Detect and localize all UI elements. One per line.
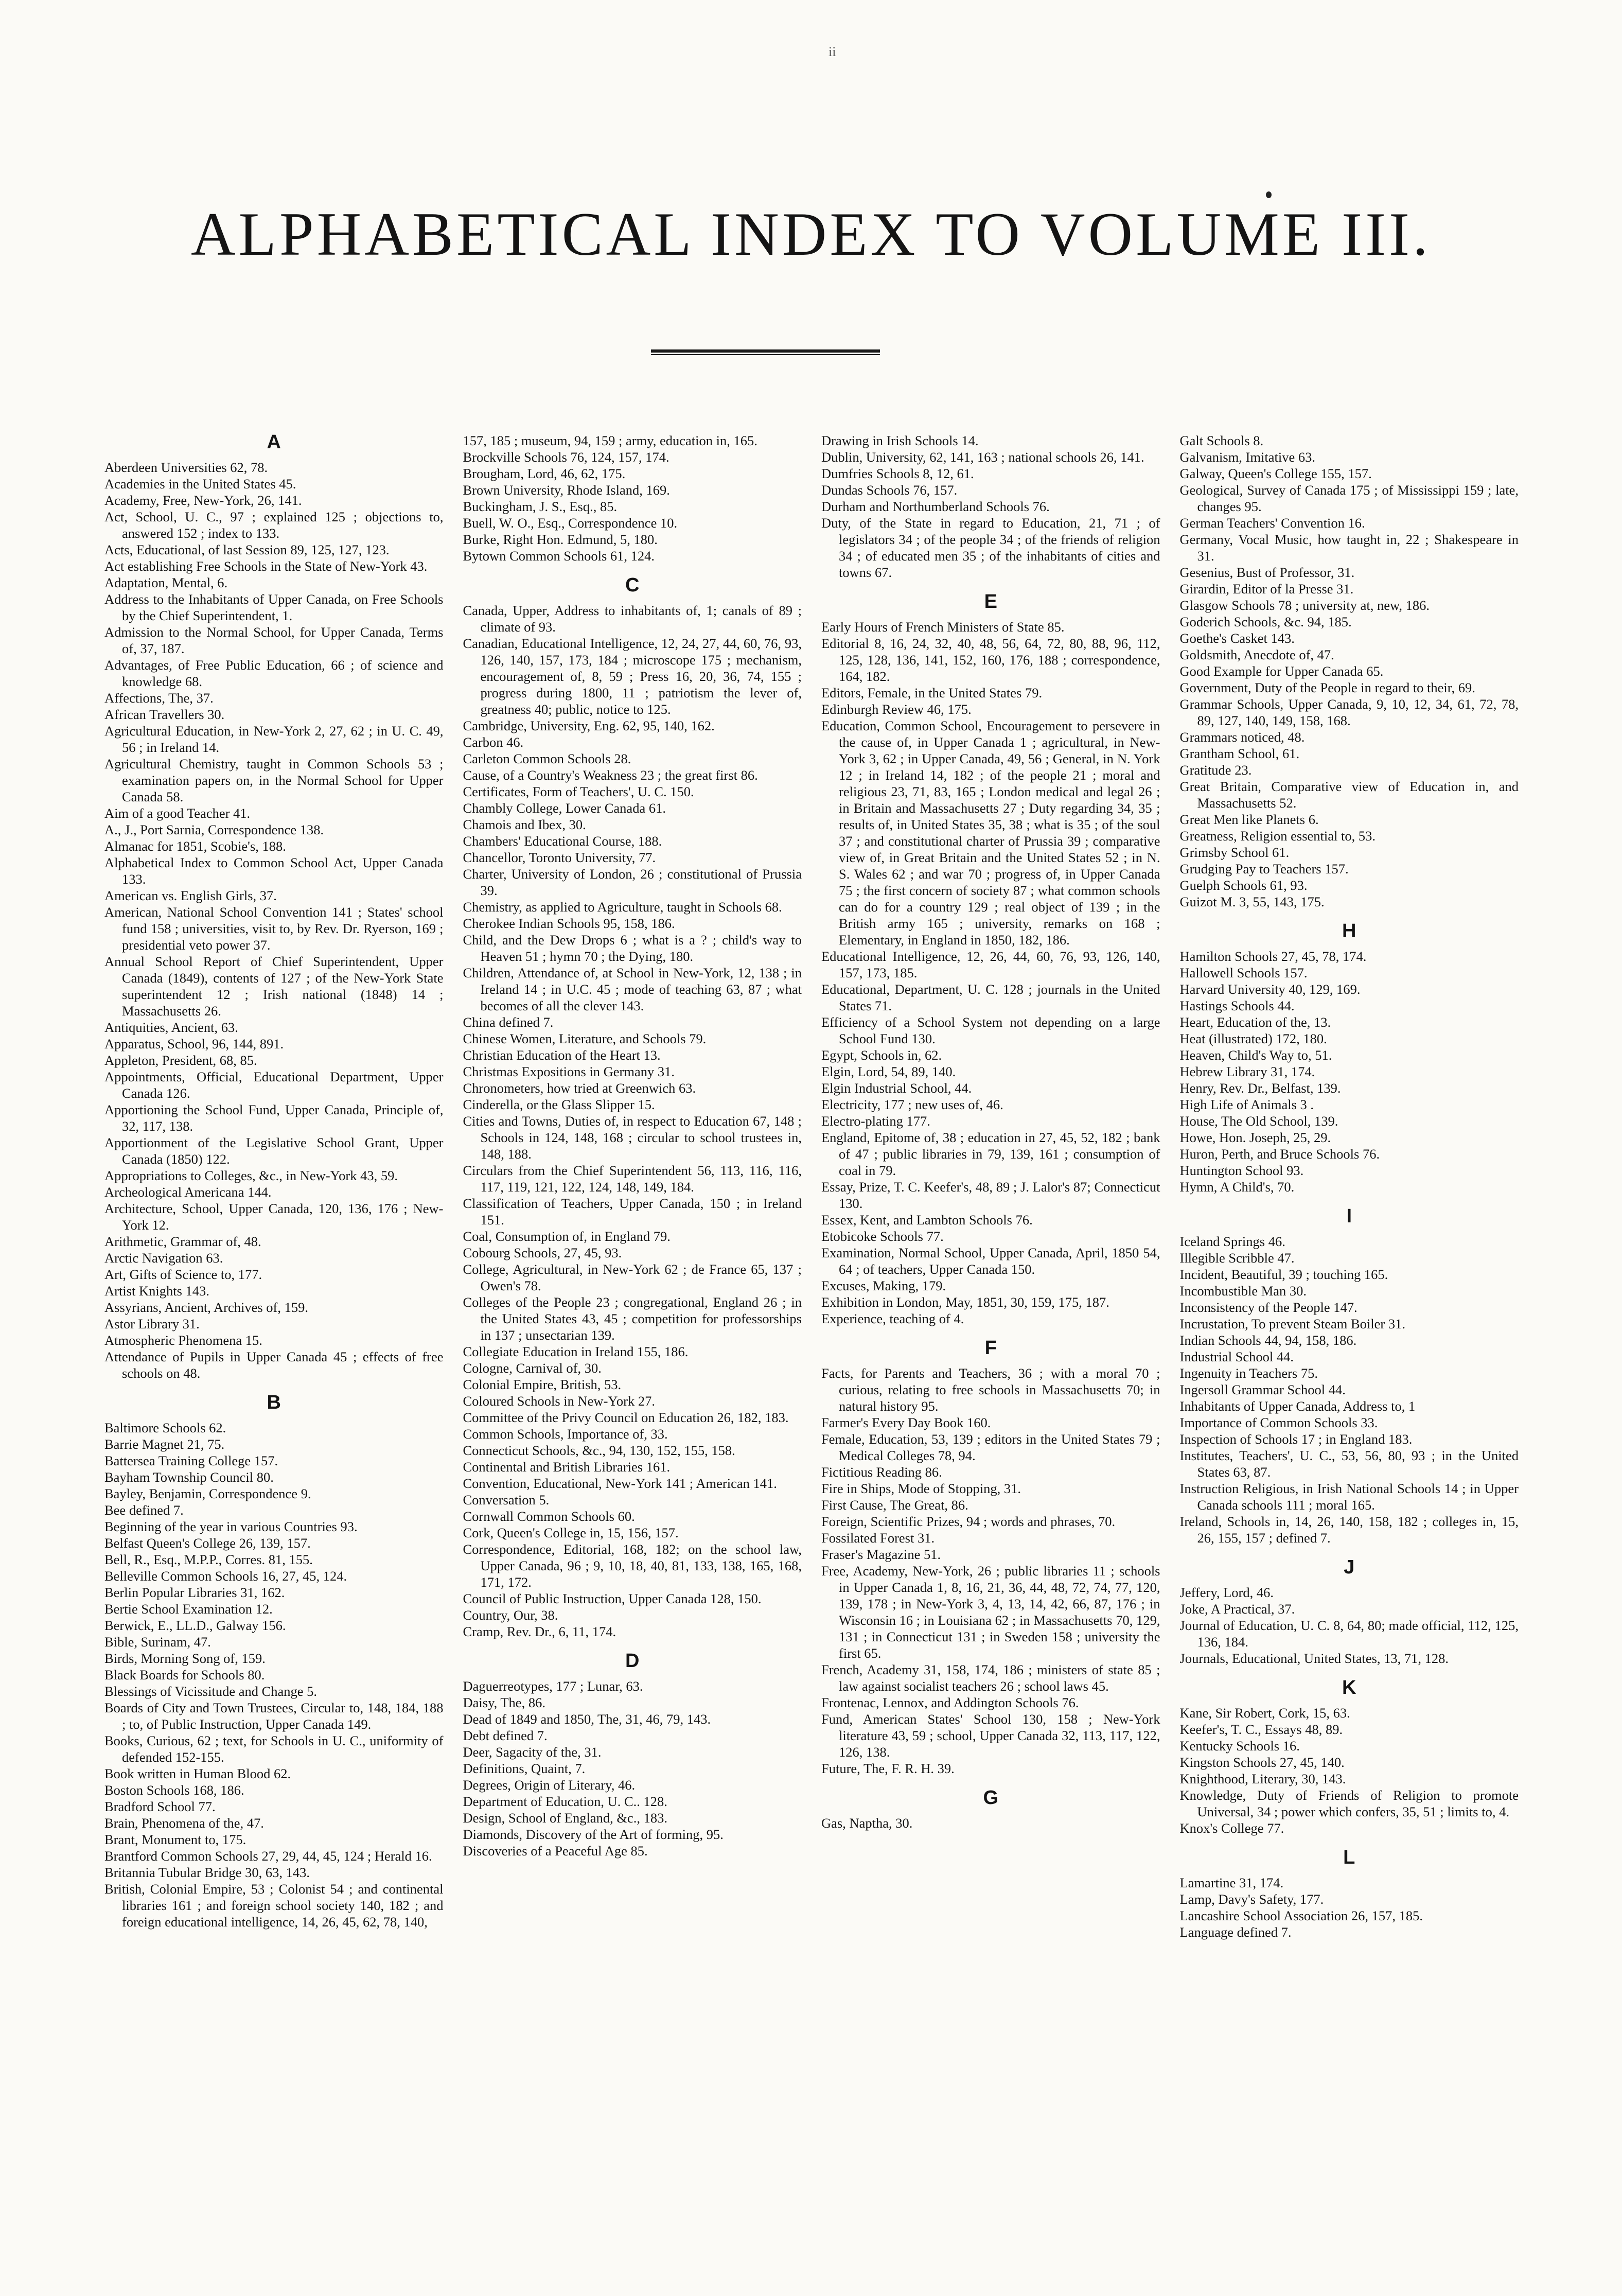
index-entry: Act establishing Free Schools in the State of New-York 43. — [104, 558, 428, 574]
index-entry: Chambly College, Lower Canada 61. — [463, 800, 666, 816]
index-entry: Barrie Magnet 21, 75. — [104, 1436, 225, 1452]
index-entry: Children, Attendance of, at School in New-York, 12, 138 ; in Ireland 14 ; in U.C. 45 ; mode of teaching 63, 87 ; what becomes of all the clever 143. — [463, 965, 802, 1013]
index-entry: Christian Education of the Heart 13. — [463, 1047, 661, 1063]
index-entry: Discoveries of a Peaceful Age 85. — [463, 1843, 648, 1859]
index-entry: Experience, teaching of 4. — [821, 1311, 964, 1326]
index-entry: Chemistry, as applied to Agriculture, taught in Schools 68. — [463, 899, 782, 915]
index-entry: Girardin, Editor of la Presse 31. — [1179, 581, 1354, 597]
index-entry: Assyrians, Ancient, Archives of, 159. — [104, 1300, 308, 1315]
index-entry: Early Hours of French Ministers of State 85. — [821, 619, 1065, 635]
index-entry: Brant, Monument to, 175. — [104, 1832, 246, 1847]
section-letter: D — [625, 1650, 640, 1672]
index-entry: Adaptation, Mental, 6. — [104, 575, 228, 590]
index-entry: Facts, for Parents and Teachers, 36 ; with a moral 70 ; curious, relating to free schools in Massachusetts 70; in natural history 95. — [821, 1365, 1160, 1414]
index-entry: Brown University, Rhode Island, 169. — [463, 482, 670, 498]
index-entry: Durham and Northumberland Schools 76. — [821, 499, 1050, 514]
index-entry: Great Men like Planets 6. — [1179, 812, 1319, 827]
index-entry: Buckingham, J. S., Esq., 85. — [463, 499, 618, 514]
index-entry: Incident, Beautiful, 39 ; touching 165. — [1179, 1267, 1388, 1282]
index-entry: Agricultural Chemistry, taught in Common Schools 53 ; examination papers on, in the Normal School for Upper Canada 58. — [104, 756, 444, 804]
index-entry: Educational Intelligence, 12, 26, 44, 60, 76, 93, 126, 140, 157, 173, 185. — [821, 949, 1160, 980]
ink-dot — [1266, 191, 1272, 198]
index-entry: Frontenac, Lennox, and Addington Schools 76. — [821, 1695, 1079, 1710]
index-entry: Fraser's Magazine 51. — [821, 1547, 941, 1562]
index-entry: Bee defined 7. — [104, 1502, 184, 1518]
index-entry: Germany, Vocal Music, how taught in, 22 ; Shakespeare in 31. — [1179, 532, 1519, 564]
index-entry: Berwick, E., LL.D., Galway 156. — [104, 1618, 286, 1633]
index-entry: Christmas Expositions in Germany 31. — [463, 1064, 675, 1079]
index-entry: Charter, University of London, 26 ; constitutional of Prussia 39. — [463, 866, 802, 898]
index-entry: Instruction Religious, in Irish National Schools 14 ; in Upper Canada schools 111 ; moral 165. — [1179, 1481, 1519, 1513]
section-letter: K — [1342, 1677, 1356, 1698]
index-entry: German Teachers' Convention 16. — [1179, 515, 1365, 531]
index-entry: Daisy, The, 86. — [463, 1695, 545, 1710]
index-entry: Deer, Sagacity of the, 31. — [463, 1744, 602, 1760]
index-entry: Goethe's Casket 143. — [1179, 630, 1295, 646]
index-entry: Great Britain, Comparative view of Education in, and Massachusetts 52. — [1179, 779, 1519, 811]
index-entry: Goderich Schools, &c. 94, 185. — [1179, 614, 1352, 629]
index-column-4 — [1177, 432, 1522, 2234]
index-entry: Essex, Kent, and Lambton Schools 76. — [821, 1212, 1033, 1228]
index-entry: Illegible Scribble 47. — [1179, 1250, 1295, 1266]
folio-mark: ii — [828, 44, 836, 59]
index-entry: Arithmetic, Grammar of, 48. — [104, 1234, 261, 1249]
index-entry: House, The Old School, 139. — [1179, 1113, 1338, 1129]
index-entry: Art, Gifts of Science to, 177. — [104, 1267, 262, 1282]
index-entry: Jeffery, Lord, 46. — [1179, 1585, 1274, 1600]
index-entry: Boards of City and Town Trustees, Circular to, 148, 184, 188 ; to, of Public Instruction, Upper Canada 149. — [104, 1700, 444, 1732]
index-entry: African Travellers 30. — [104, 707, 225, 722]
index-column-2 — [460, 432, 805, 2234]
index-entry: Colonial Empire, British, 53. — [463, 1377, 622, 1392]
index-entry: Birds, Morning Song of, 159. — [104, 1651, 266, 1666]
index-entry: Elgin Industrial School, 44. — [821, 1080, 972, 1096]
index-entry: Good Example for Upper Canada 65. — [1179, 663, 1384, 679]
index-entry: Bible, Surinam, 47. — [104, 1634, 211, 1650]
index-entry: Institutes, Teachers', U. C., 53, 56, 80, 93 ; in the United States 63, 87. — [1179, 1448, 1519, 1480]
index-entry: Heat (illustrated) 172, 180. — [1179, 1031, 1327, 1046]
index-entry: Dundas Schools 76, 157. — [821, 482, 958, 498]
index-entry: Canadian, Educational Intelligence, 12, 24, 27, 44, 60, 76, 93, 126, 140, 157, 173, 184 ; microscope 175 ; mechanism, encouragement of, 8, 59 ; Press 16, 20, 36, 74, 155 ; progress during 1800, 11 ; patriotism the lever of, greatness 40; public, notice to 125. — [463, 636, 802, 717]
index-entry: Indian Schools 44, 94, 158, 186. — [1179, 1333, 1357, 1348]
index-entry: Colleges of the People 23 ; congregational, England 26 ; in the United States 43, 45 ; competition for professorships in 137 ; unsectarian 139. — [463, 1294, 802, 1343]
index-entry: Greatness, Religion essential to, 53. — [1179, 828, 1376, 844]
index-entry: Electro-plating 177. — [821, 1113, 930, 1129]
index-entry: Kane, Sir Robert, Cork, 15, 63. — [1179, 1705, 1350, 1721]
index-entry: Arctic Navigation 63. — [104, 1250, 223, 1266]
index-entry: Goldsmith, Anecdote of, 47. — [1179, 647, 1334, 662]
index-entry: Incrustation, To prevent Steam Boiler 31. — [1179, 1316, 1405, 1331]
index-entry: Bell, R., Esq., M.P.P., Corres. 81, 155. — [104, 1552, 313, 1567]
index-entry: Belleville Common Schools 16, 27, 45, 124. — [104, 1568, 347, 1584]
index-entry: Kentucky Schools 16. — [1179, 1738, 1300, 1754]
index-entry: Farmer's Every Day Book 160. — [821, 1415, 991, 1430]
index-entry: Apportioning the School Fund, Upper Canada, Principle of, 32, 117, 138. — [104, 1102, 444, 1134]
index-entry: Circulars from the Chief Superintendent 56, 113, 116, 116, 117, 119, 121, 122, 124, 148, 149, 184. — [463, 1163, 802, 1195]
index-entry: Brockville Schools 76, 124, 157, 174. — [463, 449, 669, 465]
index-column-3 — [818, 432, 1163, 2234]
index-entry: Brain, Phenomena of the, 47. — [104, 1815, 264, 1831]
index-entry: Hebrew Library 31, 174. — [1179, 1064, 1315, 1079]
index-entry: Cinderella, or the Glass Slipper 15. — [463, 1097, 655, 1112]
index-entry: Knox's College 77. — [1179, 1820, 1284, 1836]
index-entry: Cambridge, University, Eng. 62, 95, 140, 162. — [463, 718, 715, 733]
index-entry: Buell, W. O., Esq., Correspondence 10. — [463, 515, 678, 531]
index-entry: Debt defined 7. — [463, 1728, 548, 1743]
index-entry: Kingston Schools 27, 45, 140. — [1179, 1755, 1345, 1770]
index-entry: Committee of the Privy Council on Education 26, 182, 183. — [463, 1410, 789, 1425]
index-entry: Bayham Township Council 80. — [104, 1469, 274, 1485]
index-entry: Appropriations to Colleges, &c., in New-York 43, 59. — [104, 1168, 398, 1183]
index-entry: Artist Knights 143. — [104, 1283, 209, 1299]
index-entry: Definitions, Quaint, 7. — [463, 1761, 586, 1776]
index-entry: Guelph Schools 61, 93. — [1179, 878, 1308, 893]
index-entry: Glasgow Schools 78 ; university at, new, 186. — [1179, 598, 1430, 613]
index-entry: Gratitude 23. — [1179, 762, 1252, 778]
index-entry: Collegiate Education in Ireland 155, 186. — [463, 1344, 689, 1359]
index-entry: Country, Our, 38. — [463, 1607, 558, 1623]
index-entry: Aberdeen Universities 62, 78. — [104, 460, 268, 475]
index-entry: Cobourg Schools, 27, 45, 93. — [463, 1245, 622, 1260]
index-entry: Astor Library 31. — [104, 1316, 200, 1331]
section-letter: I — [1346, 1205, 1352, 1227]
index-entry: China defined 7. — [463, 1014, 554, 1030]
index-entry: Knowledge, Duty of Friends of Religion to promote Universal, 34 ; power which confers, 35, 51 ; limits to, 4. — [1179, 1787, 1519, 1819]
index-entry: Continental and British Libraries 161. — [463, 1459, 671, 1475]
index-entry: Coal, Consumption of, in England 79. — [463, 1229, 671, 1244]
index-entry: Future, The, F. R. H. 39. — [821, 1761, 955, 1776]
index-entry: Attendance of Pupils in Upper Canada 45 ; effects of free schools on 48. — [104, 1349, 444, 1381]
index-entry: Exhibition in London, May, 1851, 30, 159, 175, 187. — [821, 1294, 1109, 1310]
index-entry: Educational, Department, U. C. 128 ; journals in the United States 71. — [821, 982, 1160, 1013]
index-entry: Burke, Right Hon. Edmund, 5, 180. — [463, 532, 658, 547]
section-letter: E — [984, 591, 997, 612]
index-entry: Cologne, Carnival of, 30. — [463, 1360, 602, 1376]
index-entry: Alphabetical Index to Common School Act, Upper Canada 133. — [104, 855, 444, 887]
index-entry: Acts, Educational, of last Session 89, 125, 127, 123. — [104, 542, 390, 557]
index-entry: Bertie School Examination 12. — [104, 1601, 273, 1617]
index-entry: Admission to the Normal School, for Upper Canada, Terms of, 37, 187. — [104, 624, 444, 656]
index-entry: Convention, Educational, New-York 141 ; American 141. — [463, 1476, 777, 1491]
index-entry: Advantages, of Free Public Education, 66 ; of science and knowledge 68. — [104, 657, 444, 689]
page-title: ALPHABETICAL INDEX TO VOLUME III. — [190, 200, 1432, 268]
index-entry: Journals, Educational, United States, 13, 71, 128. — [1179, 1651, 1449, 1666]
index-entry: Free, Academy, New-York, 26 ; public libraries 11 ; schools in Upper Canada 1, 8, 16, 21, 36, 44, 48, 72, 74, 77, 120, 139, 178 ; in New-York 3, 4, 13, 14, 42, 66, 87, 176 ; in Wisconsin 16 ; in Louisiana 62 ; in Massachusetts 70, 129, 131 ; in Connecticut 131 ; in Sweden 158 ; university the first 65. — [821, 1563, 1160, 1661]
index-entry: Ingersoll Grammar School 44. — [1179, 1382, 1346, 1397]
index-entry: Atmospheric Phenomena 15. — [104, 1333, 262, 1348]
index-column-1 — [101, 432, 447, 2234]
index-entry: British, Colonial Empire, 53 ; Colonist 54 ; and continental libraries 161 ; and foreign school society 140, 182 ; and foreign educational intelligence, 14, 26, 45, 62, 78, 140, — [104, 1881, 444, 1930]
index-entry: Grantham School, 61. — [1179, 746, 1300, 761]
index-entry: Examination, Normal School, Upper Canada, April, 1850 54, 64 ; of teachers, Upper Canada 150. — [821, 1245, 1160, 1277]
index-entry: Books, Curious, 62 ; text, for Schools in U. C., uniformity of defended 152-155. — [104, 1733, 444, 1765]
index-entry: Department of Education, U. C.. 128. — [463, 1794, 667, 1809]
index-entry: Cause, of a Country's Weakness 23 ; the great first 86. — [463, 767, 758, 783]
index-entry: Inconsistency of the People 147. — [1179, 1300, 1357, 1315]
index-entry: Guizot M. 3, 55, 143, 175. — [1179, 894, 1325, 909]
index-entry: Battersea Training College 157. — [104, 1453, 278, 1468]
index-entry: Howe, Hon. Joseph, 25, 29. — [1179, 1130, 1331, 1145]
index-entry: Galvanism, Imitative 63. — [1179, 449, 1315, 465]
index-entry: Heaven, Child's Way to, 51. — [1179, 1047, 1332, 1063]
index-entry: Britannia Tubular Bridge 30, 63, 143. — [104, 1865, 310, 1880]
index-entry: Electricity, 177 ; new uses of, 46. — [821, 1097, 1003, 1112]
index-entry: 157, 185 ; museum, 94, 159 ; army, education in, 165. — [463, 433, 757, 448]
index-entry: Brantford Common Schools 27, 29, 44, 45, 124 ; Herald 16. — [104, 1848, 432, 1864]
section-letter: J — [1344, 1556, 1355, 1578]
index-entry: Industrial School 44. — [1179, 1349, 1294, 1364]
index-entry: Hallowell Schools 157. — [1179, 965, 1308, 980]
index-entry: Architecture, School, Upper Canada, 120, 136, 176 ; New-York 12. — [104, 1201, 444, 1233]
index-entry: Lamartine 31, 174. — [1179, 1875, 1284, 1890]
index-entry: Child, and the Dew Drops 6 ; what is a ? ; child's way to Heaven 51 ; hymn 70 ; the Dying, 180. — [463, 932, 802, 964]
index-entry: Belfast Queen's College 26, 139, 157. — [104, 1535, 311, 1551]
index-entry: Cornwall Common Schools 60. — [463, 1509, 635, 1524]
index-entry: Knighthood, Literary, 30, 143. — [1179, 1771, 1346, 1786]
index-entry: Conversation 5. — [463, 1492, 550, 1508]
index-entry: Appleton, President, 68, 85. — [104, 1053, 257, 1068]
index-entry: Ireland, Schools in, 14, 26, 140, 158, 182 ; colleges in, 15, 26, 155, 157 ; defined 7. — [1179, 1514, 1519, 1546]
index-entry: Grammars noticed, 48. — [1179, 729, 1305, 745]
index-entry: Common Schools, Importance of, 33. — [463, 1426, 668, 1442]
index-entry: Fictitious Reading 86. — [821, 1464, 942, 1480]
index-entry: Grudging Pay to Teachers 157. — [1179, 861, 1349, 877]
index-entry: Lamp, Davy's Safety, 177. — [1179, 1891, 1324, 1907]
index-entry: Etobicoke Schools 77. — [821, 1229, 944, 1244]
index-entry: Excuses, Making, 179. — [821, 1278, 946, 1293]
index-entry: Degrees, Origin of Literary, 46. — [463, 1777, 636, 1793]
index-entry: Incombustible Man 30. — [1179, 1283, 1307, 1299]
index-entry: Cork, Queen's College in, 15, 156, 157. — [463, 1525, 679, 1540]
index-entry: Certificates, Form of Teachers', U. C. 150. — [463, 784, 694, 799]
index-entry: Joke, A Practical, 37. — [1179, 1601, 1295, 1617]
index-entry: Huntington School 93. — [1179, 1163, 1304, 1178]
index-entry: Design, School of England, &c., 183. — [463, 1810, 667, 1826]
index-entry: Essay, Prize, T. C. Keefer's, 48, 89 ; J. Lalor's 87; Connecticut 130. — [821, 1179, 1160, 1211]
index-entry: Cherokee Indian Schools 95, 158, 186. — [463, 916, 675, 931]
index-entry: Female, Education, 53, 139 ; editors in the United States 79 ; Medical Colleges 78, 94. — [821, 1431, 1160, 1463]
section-letter: H — [1342, 920, 1356, 942]
index-entry: Academies in the United States 45. — [104, 476, 296, 492]
index-entry: Journal of Education, U. C. 8, 64, 80; made official, 112, 125, 136, 184. — [1179, 1618, 1519, 1650]
index-entry: Chambers' Educational Course, 188. — [463, 833, 662, 849]
index-entry: Efficiency of a School System not depending on a large School Fund 130. — [821, 1014, 1160, 1046]
index-entry: Chamois and Ibex, 30. — [463, 817, 586, 832]
index-entry: Elgin, Lord, 54, 89, 140. — [821, 1064, 956, 1079]
index-entry: Inspection of Schools 17 ; in England 183. — [1179, 1431, 1413, 1447]
index-entry: Lancashire School Association 26, 157, 185. — [1179, 1908, 1423, 1923]
index-entry: Inhabitants of Upper Canada, Address to, 1 — [1179, 1398, 1416, 1414]
index-entry: Ingenuity in Teachers 75. — [1179, 1365, 1318, 1381]
section-letter: L — [1343, 1847, 1355, 1868]
index-entry: Galway, Queen's College 155, 157. — [1179, 466, 1372, 481]
index-entry: Diamonds, Discovery of the Art of forming, 95. — [463, 1827, 724, 1842]
index-entry: Academy, Free, New-York, 26, 141. — [104, 493, 302, 508]
index-entry: Bytown Common Schools 61, 124. — [463, 548, 655, 564]
index-entry: Carleton Common Schools 28. — [463, 751, 631, 766]
index-entry: Editors, Female, in the United States 79. — [821, 685, 1043, 700]
index-entry: Brougham, Lord, 46, 62, 175. — [463, 466, 626, 481]
index-entry: Hymn, A Child's, 70. — [1179, 1179, 1295, 1195]
index-entry: Carbon 46. — [463, 734, 524, 750]
index-entry: Duty, of the State in regard to Education, 21, 71 ; of legislators 34 ; of the people 34 ; of the friends of religion 34 ; of educated men 35 ; of the inhabitants of cities and towns 67. — [821, 515, 1160, 580]
index-entry: Education, Common School, Encouragement to persevere in the cause of, in Upper Canada 1 ; agricultural, in New-York 3, 62 ; in Upper Canada, 49, 56 ; General, in N. York 12 ; in Ireland 14, 182 ; of the people 21 ; moral and religious 23, 71, 83, 165 ; London medical and legal 26 ; in Britain and Massachusetts 27 ; Duty regarding 34, 35 ; results of, in United States 35, 38 ; what is 35 ; of the soul 37 ; and constitutional charter of Prussia 39 ; comparative view of, in Great Britain and the United States 52 ; in N. S. Wales 62 ; and war 70 ; progress of, in Upper Canada 75 ; the first concern of society 87 ; what common schools can do for a country 129 ; real object of 139 ; in the British army 165 ; university, remarks on 168 ; Elementary, in England in 1850, 182, 186. — [821, 718, 1160, 948]
index-entry: Classification of Teachers, Upper Canada, 150 ; in Ireland 151. — [463, 1196, 802, 1228]
index-entry: Grammar Schools, Upper Canada, 9, 10, 12, 34, 61, 72, 78, 89, 127, 140, 149, 158, 168. — [1179, 696, 1519, 728]
index-entry: Blessings of Vicissitude and Change 5. — [104, 1684, 318, 1699]
index-entry: Importance of Common Schools 33. — [1179, 1415, 1378, 1430]
index-entry: Cities and Towns, Duties of, in respect to Education 67, 148 ; Schools in 124, 148, 168 ; circular to school trustees in, 148, 188. — [463, 1113, 802, 1162]
index-entry: Council of Public Instruction, Upper Canada 128, 150. — [463, 1591, 762, 1606]
index-entry: England, Epitome of, 38 ; education in 27, 45, 52, 182 ; bank of 47 ; public libraries in 79, 139, 161 ; consumption of coal in 79. — [821, 1130, 1160, 1178]
index-entry: Bayley, Benjamin, Correspondence 9. — [104, 1486, 311, 1501]
index-columns — [101, 432, 1522, 2234]
index-entry: Coloured Schools in New-York 27. — [463, 1393, 655, 1409]
index-entry: Dead of 1849 and 1850, The, 31, 46, 79, 143. — [463, 1711, 711, 1727]
index-entry: American, National School Convention 141 ; States' school fund 158 ; universities, visit to, by Rev. Dr. Ryerson, 169 ; presidential veto power 37. — [104, 904, 444, 953]
title-rule — [651, 349, 880, 353]
index-entry: Harvard University 40, 129, 169. — [1179, 982, 1361, 997]
index-entry: Hamilton Schools 27, 45, 78, 174. — [1179, 949, 1367, 964]
index-entry: Gas, Naptha, 30. — [821, 1815, 913, 1831]
index-entry: Daguerreotypes, 177 ; Lunar, 63. — [463, 1678, 643, 1694]
index-entry: Canada, Upper, Address to inhabitants of, 1; canals of 89 ; climate of 93. — [463, 603, 802, 635]
index-entry: Affections, The, 37. — [104, 690, 214, 706]
index-entry: Hastings Schools 44. — [1179, 998, 1295, 1013]
section-letter: A — [267, 432, 281, 453]
index-entry: Archeological Americana 144. — [104, 1184, 272, 1200]
index-entry: Dublin, University, 62, 141, 163 ; national schools 26, 141. — [821, 449, 1144, 465]
index-entry: Keefer's, T. C., Essays 48, 89. — [1179, 1722, 1343, 1737]
index-entry: Cramp, Rev. Dr., 6, 11, 174. — [463, 1624, 616, 1639]
index-entry: Appointments, Official, Educational Department, Upper Canada 126. — [104, 1069, 444, 1101]
index-entry: Fund, American States' School 130, 158 ; New-York literature 43, 59 ; school, Upper Canada 32, 113, 117, 122, 126, 138. — [821, 1711, 1160, 1760]
index-entry: Act, School, U. C., 97 ; explained 125 ; objections to, answered 152 ; index to 133. — [104, 509, 444, 541]
index-entry: Berlin Popular Libraries 31, 162. — [104, 1585, 285, 1600]
index-entry: Apportionment of the Legislative School Grant, Upper Canada (1850) 122. — [104, 1135, 444, 1167]
index-entry: French, Academy 31, 158, 174, 186 ; ministers of state 85 ; law against socialist teachers 26 ; school laws 45. — [821, 1662, 1160, 1694]
index-entry: Dumfries Schools 8, 12, 61. — [821, 466, 974, 481]
index-entry: Egypt, Schools in, 62. — [821, 1047, 942, 1063]
index-entry: Foreign, Scientific Prizes, 94 ; words and phrases, 70. — [821, 1514, 1116, 1529]
index-entry: Edinburgh Review 46, 175. — [821, 702, 972, 717]
index-entry: College, Agricultural, in New-York 62 ; de France 65, 137 ; Owen's 78. — [463, 1261, 802, 1293]
index-entry: Heart, Education of the, 13. — [1179, 1014, 1331, 1030]
index-entry: Editorial 8, 16, 24, 32, 40, 48, 56, 64, 72, 80, 88, 96, 112, 125, 128, 136, 141, 152, 160, 176, 188 ; correspondence, 164, 182. — [821, 636, 1160, 684]
index-entry: Apparatus, School, 96, 144, 891. — [104, 1036, 284, 1051]
index-entry: First Cause, The Great, 86. — [821, 1497, 968, 1513]
index-entry: Henry, Rev. Dr., Belfast, 139. — [1179, 1080, 1341, 1096]
index-entry: Aim of a good Teacher 41. — [104, 805, 251, 821]
index-entry: Chinese Women, Literature, and Schools 79. — [463, 1031, 707, 1046]
index-entry: Book written in Human Blood 62. — [104, 1766, 291, 1781]
index-entry: Connecticut Schools, &c., 94, 130, 152, 155, 158. — [463, 1443, 735, 1458]
index-entry: Chronometers, how tried at Greenwich 63. — [463, 1080, 696, 1096]
section-letter: C — [625, 574, 640, 596]
index-entry: High Life of Animals 3 . — [1179, 1097, 1314, 1112]
index-entry: Boston Schools 168, 186. — [104, 1782, 244, 1798]
index-entry: Galt Schools 8. — [1179, 433, 1264, 448]
index-entry: Huron, Perth, and Bruce Schools 76. — [1179, 1146, 1380, 1162]
index-entry: Geological, Survey of Canada 175 ; of Mississippi 159 ; late, changes 95. — [1179, 482, 1519, 514]
section-letter: B — [267, 1392, 281, 1413]
index-entry: Drawing in Irish Schools 14. — [821, 433, 979, 448]
index-entry: Iceland Springs 46. — [1179, 1234, 1285, 1249]
index-entry: Beginning of the year in various Countries 93. — [104, 1519, 358, 1534]
index-entry: Government, Duty of the People in regard to their, 69. — [1179, 680, 1475, 695]
section-letter: F — [984, 1337, 997, 1359]
index-entry: Annual School Report of Chief Superintendent, Upper Canada (1849), contents of 127 ; of the New-York State superintendent 12 ; Irish national (1848) 14 ; Massachusetts 26. — [104, 954, 444, 1019]
index-entry: Baltimore Schools 62. — [104, 1420, 226, 1435]
index-entry: Fire in Ships, Mode of Stopping, 31. — [821, 1481, 1021, 1496]
index-entry: Grimsby School 61. — [1179, 845, 1290, 860]
index-entry: Correspondence, Editorial, 168, 182; on the school law, Upper Canada, 96 ; 9, 10, 18, 40, 81, 133, 138, 165, 168, 171, 172. — [463, 1541, 802, 1590]
index-entry: Antiquities, Ancient, 63. — [104, 1020, 238, 1035]
index-entry: Gesenius, Bust of Professor, 31. — [1179, 565, 1355, 580]
index-entry: Black Boards for Schools 80. — [104, 1667, 265, 1682]
index-entry: A., J., Port Sarnia, Correspondence 138. — [104, 822, 324, 837]
index-entry: Chancellor, Toronto University, 77. — [463, 850, 656, 865]
section-letter: G — [983, 1787, 999, 1809]
index-entry: Language defined 7. — [1179, 1924, 1292, 1940]
index-entry: Agricultural Education, in New-York 2, 27, 62 ; in U. C. 49, 56 ; in Ireland 14. — [104, 723, 444, 755]
index-entry: American vs. English Girls, 37. — [104, 888, 277, 903]
index-entry: Address to the Inhabitants of Upper Canada, on Free Schools by the Chief Superintendent, 1. — [104, 591, 444, 623]
index-entry: Fossilated Forest 31. — [821, 1530, 935, 1546]
index-entry: Almanac for 1851, Scobie's, 188. — [104, 838, 286, 854]
index-entry: Bradford School 77. — [104, 1799, 216, 1814]
